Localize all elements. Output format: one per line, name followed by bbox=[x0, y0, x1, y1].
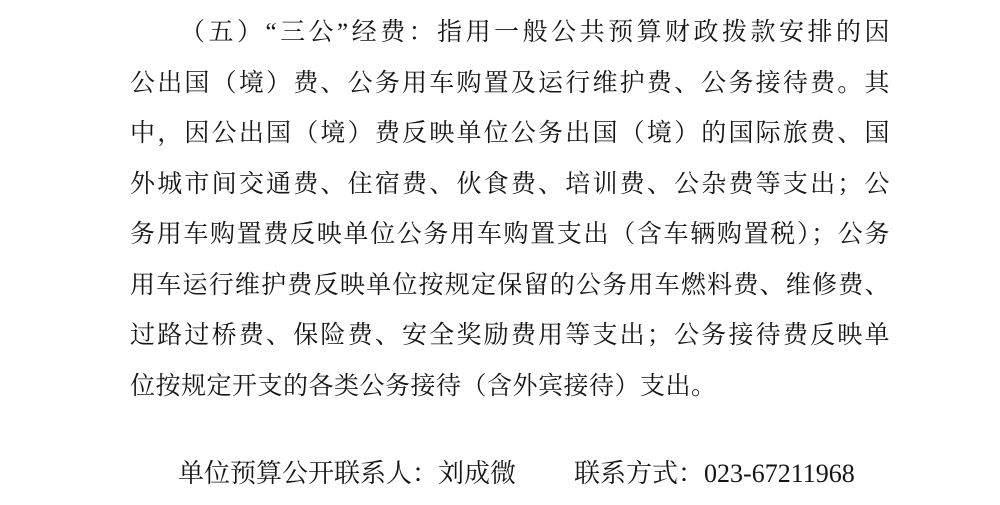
paragraph-line-8: 位按规定开支的各类公务接待（含外宾接待）支出。 bbox=[130, 372, 717, 400]
contact-line bbox=[178, 449, 890, 499]
phone-number: 023-67211968 bbox=[704, 459, 855, 488]
three-public-funds-section bbox=[130, 8, 890, 499]
paragraph-line-2: 公出国（境）费、公务用车购置及运行维护费、公务接待费。其 bbox=[130, 69, 890, 97]
phone-label: 联系方式： bbox=[574, 459, 705, 488]
contact-person-name: 刘成微 bbox=[438, 459, 517, 488]
contact-person-label: 单位预算公开联系人： bbox=[178, 459, 439, 488]
paragraph-line-7: 过路过桥费、保险费、安全奖励费用等支出；公务接待费反映单 bbox=[130, 322, 890, 349]
paragraph-line-6: 用车运行维护费反映单位按规定保留的公务用车燃料费、维修费、 bbox=[130, 271, 890, 299]
paragraph-line-5: 务用车购置费反映单位公务用车购置支出（含车辆购置税）；公务 bbox=[130, 221, 890, 248]
paragraph-line-3: 中，因公出国（境）费反映单位公务出国（境）的国际旅费、国 bbox=[130, 120, 890, 147]
paragraph-line-4: 外城市间交通费、住宿费、伙食费、培训费、公杂费等支出；公 bbox=[130, 170, 890, 198]
paragraph-line-1: （五）“三公”经费：指用一般公共预算财政拨款安排的因 bbox=[180, 19, 890, 46]
